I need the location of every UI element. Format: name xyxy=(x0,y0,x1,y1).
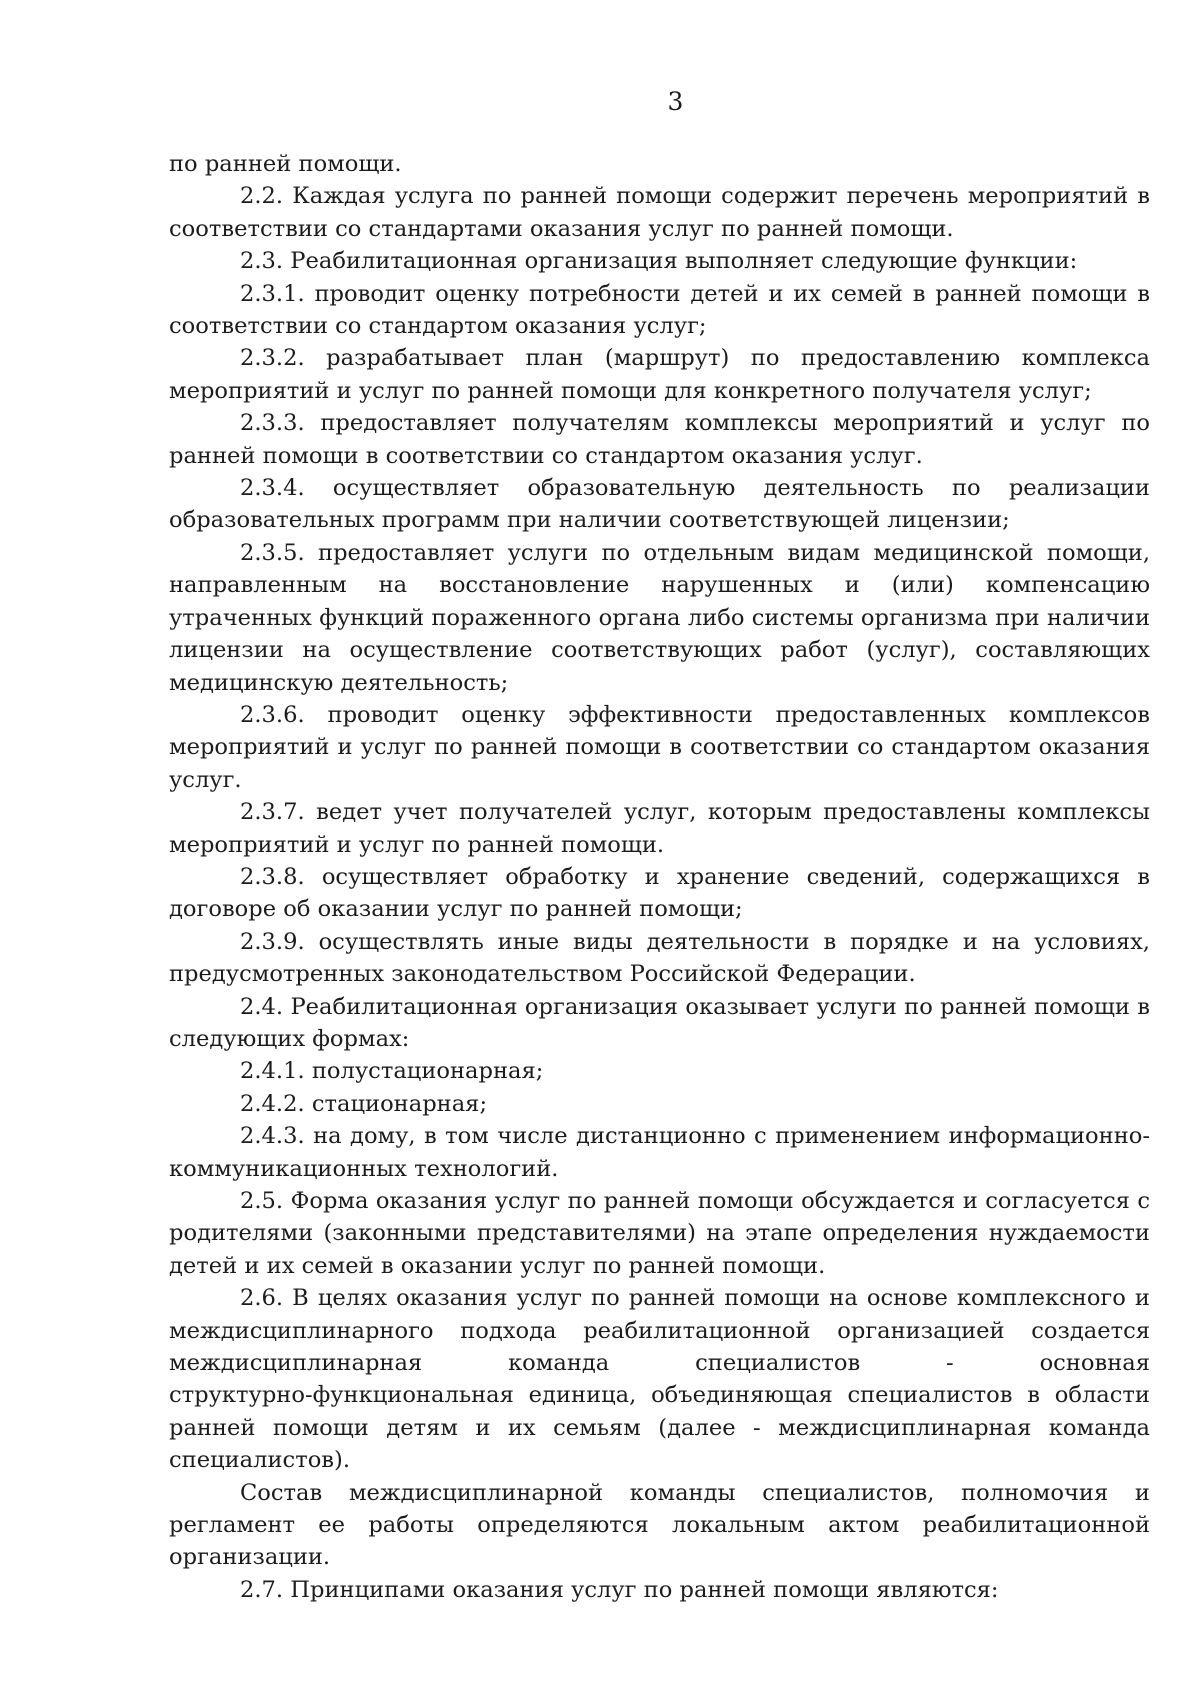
paragraph-2-3-2: 2.3.2. разрабатывает план (маршрут) по предоставлению комплекса мероприятий и услуг по ранней помощи для конкретного получателя услуг; xyxy=(169,345,1150,404)
paragraph-2-3-8: 2.3.8. осуществляет обработку и хранение сведений, содержащихся в договоре об оказании услуг по ранней помощи; xyxy=(169,863,1150,923)
paragraph-team-composition: Состав междисциплинарной команды специалистов, полномочия и регламент ее работы определяются локальным актом реабилитационной организации. xyxy=(169,1479,1150,1571)
paragraph-2-2: 2.2. Каждая услуга по ранней помощи содержит перечень мероприятий в соответствии со стандартами оказания услуг по ранней помощи. xyxy=(169,183,1150,242)
paragraph-2-4-3: 2.4.3. на дому, в том числе дистанционно с применением информационно-коммуникационных технологий. xyxy=(169,1123,1150,1182)
paragraph-2-7: 2.7. Принципами оказания услуг по ранней помощи являются: xyxy=(240,1576,999,1603)
paragraph-2-3-9: 2.3.9. осуществлять иные виды деятельности в порядке и на условиях, предусмотренных законодательством Российской Федерации. xyxy=(169,928,1150,988)
paragraph-2-6: 2.6. В целях оказания услуг по ранней помощи на основе комплексного и междисциплинарного подхода реабилитационной организацией создается xyxy=(169,1285,1150,1344)
paragraph-2-5: 2.5. Форма оказания услуг по ранней помощи обсуждается и согласуется с родителями (законными представителями) на этапе определения нуждаемости детей и их семей в оказании услуг по ранней помощи. xyxy=(169,1188,1150,1279)
paragraph-2-4-1: 2.4.1. полустационарная; xyxy=(240,1058,544,1085)
paragraph-2-3-3: 2.3.3. предоставляет получателям комплексы мероприятий и услуг по ранней помощи в соответствии со стандартом оказания услуг. xyxy=(169,410,1150,469)
paragraph-2-3-6: 2.3.6. проводит оценку эффективности предоставленных комплексов мероприятий и услуг по ранней помощи в соответствии со стандартом оказания услуг. xyxy=(169,701,1150,793)
paragraph-2-3: 2.3. Реабилитационная организация выполняет следующие функции: xyxy=(240,248,1078,275)
paragraph-2-3-5: 2.3.5. предоставляет услуги по отдельным видам медицинской помощи, направленным на восстановление нарушенных и (или) компенсацию утраченных функций пораженного органа либо системы организма при наличии лицензии на осуществление соответствующих работ (услуг), составляющих медицинскую деятельность; xyxy=(169,539,1150,696)
paragraph-2-4-2: 2.4.2. стационарная; xyxy=(240,1090,488,1117)
paragraph-2-3-1: 2.3.1. проводит оценку потребности детей и их семей в ранней помощи в соответствии со стандартом оказания услуг; xyxy=(169,280,1150,340)
document-body xyxy=(169,148,1150,1606)
paragraph-2-3-7: 2.3.7. ведет учет получателей услуг, которым предоставлены комплексы мероприятий и услуг по ранней помощи. xyxy=(169,799,1150,858)
page-number: 3 xyxy=(667,87,684,116)
paragraph-continuation: по ранней помощи. xyxy=(169,151,402,177)
paragraph-2-6-spread-line: междисциплинарная команда специалистов - основная xyxy=(169,1350,1150,1377)
paragraph-2-4: 2.4. Реабилитационная организация оказывает услуги по ранней помощи в следующих формах: xyxy=(169,993,1150,1052)
paragraph-2-3-4: 2.3.4. осуществляет образовательную деятельность по реализации образовательных программ при наличии соответствующей лицензии; xyxy=(169,475,1150,534)
paragraph-2-6-continuation: структурно-функциональная единица, объединяющая специалистов в области ранней помощи детям и их семьям (далее - междисциплинарная команда специалистов). xyxy=(169,1382,1150,1474)
